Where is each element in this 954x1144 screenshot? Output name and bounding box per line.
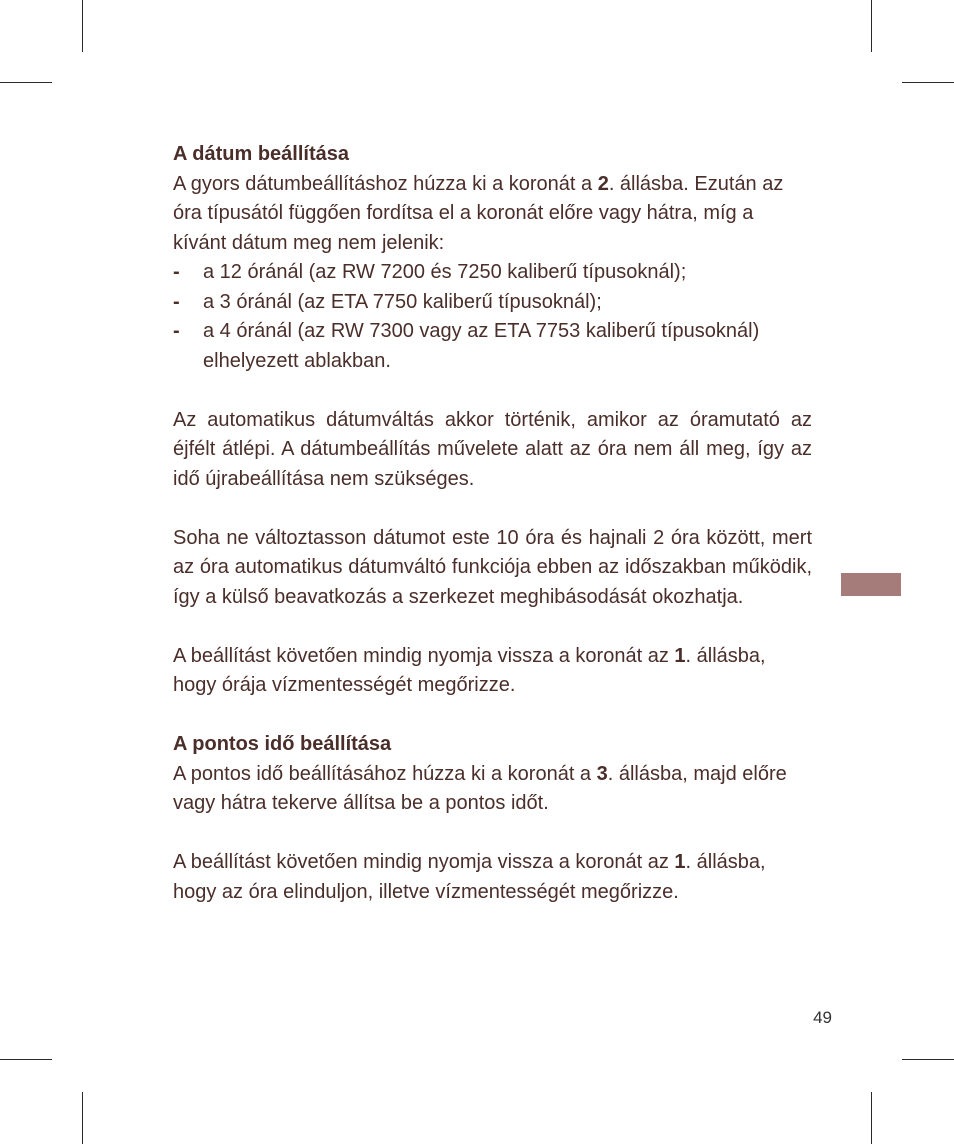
crop-mark-top-left-horizontal <box>0 82 52 83</box>
list-item: - a 3 óránál (az ETA 7750 kaliberű típusoknál); <box>173 288 812 318</box>
crop-mark-bottom-left-horizontal <box>0 1059 52 1060</box>
date-section-heading: A dátum beállítása <box>173 143 349 165</box>
date-window-list <box>173 258 812 376</box>
list-item: - a 12 óránál (az RW 7200 és 7250 kaliberű típusoknál); <box>173 258 812 288</box>
date-intro-paragraph: A gyors dátumbeállításhoz húzza ki a koronát a 2. állásba. Ezután az óra típusától függően fordítsa el a koronát előre vagy hátra, míg a kívánt dátum meg nem jelenik: <box>173 172 784 254</box>
page-number: 49 <box>813 1008 832 1027</box>
chapter-side-tab <box>841 573 901 596</box>
crop-mark-top-right-vertical <box>871 0 872 52</box>
crop-mark-top-right-horizontal <box>902 82 954 83</box>
date-warning-paragraph: Soha ne változtasson dátumot este 10 óra és hajnali 2 óra között, mert az óra automatikus dátumváltó funkciója ebben az időszakban működik, így a külső beavatkozás a szerkezet meghibásodását okozhatja. <box>173 526 812 608</box>
dash-bullet: - <box>173 320 180 342</box>
dash-bullet: - <box>173 261 180 283</box>
time-intro-paragraph: A pontos idő beállításához húzza ki a koronát a 3. állásba, majd előre vagy hátra tekerve állítsa be a pontos időt. <box>173 762 787 814</box>
dash-bullet: - <box>173 290 180 313</box>
auto-date-change-paragraph: Az automatikus dátumváltás akkor történik, amikor az óramutató az éjfélt átlépi. A dátumbeállítás művelete alatt az óra nem áll meg, így az idő újrabeállítása nem szükséges. <box>173 408 812 490</box>
crop-mark-top-left-vertical <box>82 0 83 52</box>
time-return-crown-paragraph: A beállítást követően mindig nyomja vissza a koronát az 1. állásba, hogy az óra elinduljon, illetve vízmentességét megőrizze. <box>173 851 766 903</box>
time-section-heading: A pontos idő beállítása <box>173 733 392 755</box>
page-content <box>173 140 812 907</box>
crop-mark-bottom-right-horizontal <box>902 1059 954 1060</box>
list-item: - a 4 óránál (az RW 7300 vagy az ETA 7753 kaliberű típusoknál) elhelyezett ablakban. <box>173 317 812 376</box>
date-return-crown-paragraph: A beállítást követően mindig nyomja vissza a koronát az 1. állásba, hogy órája vízmentességét megőrizze. <box>173 644 766 696</box>
crop-mark-bottom-left-vertical <box>82 1092 83 1144</box>
crop-mark-bottom-right-vertical <box>871 1092 872 1144</box>
